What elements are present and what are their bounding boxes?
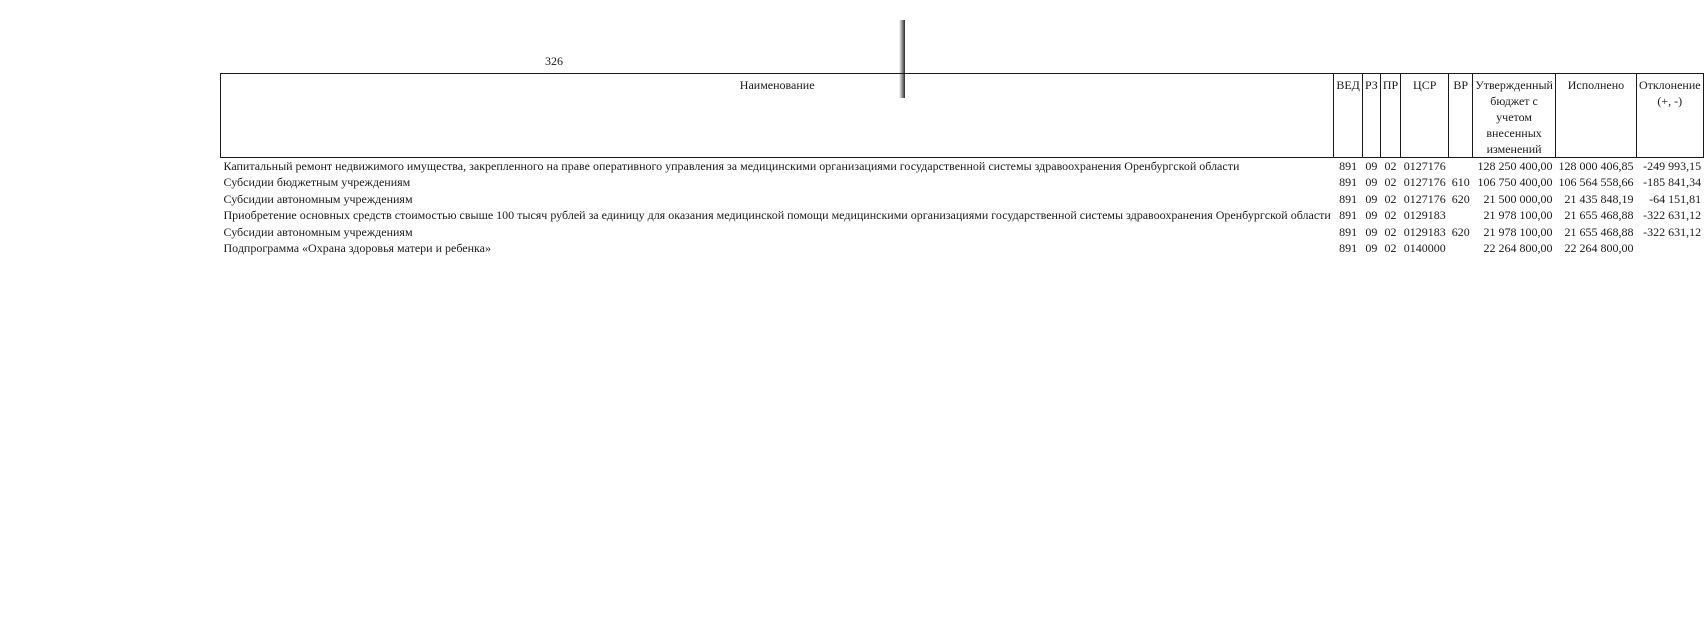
header-ved: ВЕД	[1334, 74, 1363, 158]
table-row	[221, 174, 1704, 190]
table-header-row	[221, 74, 1704, 158]
row-executed: 21 655 468,88	[1564, 208, 1634, 223]
row-approved: 21 978 100,00	[1483, 224, 1553, 239]
budget-table	[220, 73, 1704, 256]
table-row	[221, 158, 1704, 175]
row-name: Приобретение основных средств стоимостью свыше 100 тысяч рублей за единицу для оказания медицинской помощи медицинскими организациями государственной системы здравоохранения Оренбургской области	[223, 208, 1331, 223]
header-approved: Утвержденный бюджет с учетом внесенных изменений	[1473, 74, 1556, 158]
header-deviation: Отклонение (+, -)	[1636, 74, 1703, 158]
header-executed: Исполнено	[1555, 74, 1636, 158]
row-approved: 22 264 800,00	[1483, 241, 1553, 256]
row-vr: 610	[1451, 175, 1470, 190]
row-vr: 620	[1451, 224, 1470, 239]
row-ved: 891	[1339, 175, 1358, 190]
row-approved: 128 250 400,00	[1477, 159, 1553, 173]
row-csr: 0127176	[1403, 175, 1446, 190]
row-rz: 09	[1365, 191, 1378, 206]
table-row	[221, 240, 1704, 256]
header-vr: ВР	[1449, 74, 1473, 158]
row-vr	[1449, 158, 1473, 175]
row-rz: 09	[1365, 175, 1378, 190]
row-csr: 0140000	[1403, 241, 1446, 256]
row-deviation: -322 631,12	[1643, 208, 1702, 223]
header-csr: ЦСР	[1401, 74, 1449, 158]
row-csr: 0127176	[1403, 191, 1446, 206]
row-approved: 21 978 100,00	[1483, 208, 1553, 223]
header-pr: ПР	[1380, 74, 1400, 158]
row-name: Капитальный ремонт недвижимого имущества, закрепленного на праве оперативного управления за медицинскими организациями государственной системы здравоохранения Оренбургской области	[223, 159, 1240, 173]
row-ved: 891	[1339, 208, 1358, 223]
row-vr	[1449, 240, 1473, 256]
table-row	[221, 224, 1704, 240]
row-approved: 21 500 000,00	[1483, 191, 1553, 206]
row-deviation: -249 993,15	[1643, 159, 1702, 173]
row-ved: 891	[1339, 159, 1358, 173]
row-rz: 09	[1365, 224, 1378, 239]
row-deviation: -322 631,12	[1643, 224, 1702, 239]
row-deviation	[1636, 240, 1703, 256]
row-executed: 21 655 468,88	[1564, 224, 1634, 239]
row-pr: 02	[1384, 191, 1397, 206]
table-row	[221, 191, 1704, 207]
row-executed: 128 000 406,85	[1558, 159, 1634, 173]
row-name: Подпрограмма «Охрана здоровья матери и ребенка»	[223, 241, 491, 256]
row-ved: 891	[1339, 224, 1358, 239]
row-ved: 891	[1339, 241, 1358, 256]
row-executed: 21 435 848,19	[1564, 191, 1634, 206]
row-deviation: -64 151,81	[1649, 191, 1702, 206]
header-name: Наименование	[221, 74, 1334, 158]
row-vr: 620	[1451, 191, 1470, 206]
row-vr	[1449, 207, 1473, 223]
row-pr: 02	[1384, 224, 1397, 239]
row-rz: 09	[1365, 159, 1378, 173]
row-csr: 0127176	[1403, 159, 1446, 173]
row-approved: 106 750 400,00	[1477, 175, 1553, 190]
row-name: Субсидии автономным учреждениям	[223, 224, 413, 239]
row-csr: 0129183	[1403, 208, 1446, 223]
row-deviation: -185 841,34	[1643, 175, 1702, 190]
row-rz: 09	[1365, 208, 1378, 223]
row-rz: 09	[1365, 241, 1378, 256]
row-pr: 02	[1384, 208, 1397, 223]
table-body	[221, 158, 1704, 257]
row-name: Субсидии бюджетным учреждениям	[223, 175, 411, 190]
header-rz: РЗ	[1362, 74, 1380, 158]
table-row	[221, 207, 1704, 223]
row-ved: 891	[1339, 191, 1358, 206]
row-csr: 0129183	[1403, 224, 1446, 239]
row-pr: 02	[1384, 159, 1397, 173]
row-pr: 02	[1384, 175, 1397, 190]
page-number: 326	[545, 54, 563, 68]
row-executed: 22 264 800,00	[1564, 241, 1634, 256]
row-name: Субсидии автономным учреждениям	[223, 191, 413, 206]
row-pr: 02	[1384, 241, 1397, 256]
row-executed: 106 564 558,66	[1558, 175, 1634, 190]
